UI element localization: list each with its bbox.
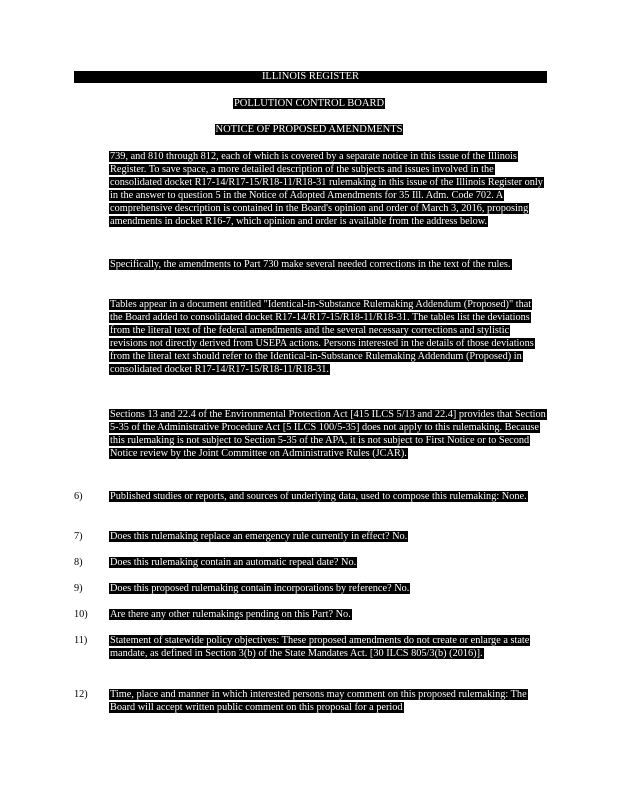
item-number: 12) [74, 689, 88, 700]
paragraph-specifically: Specifically, the amendments to Part 730 make several needed corrections in the text of the rules. [110, 259, 511, 270]
notice-title: NOTICE OF PROPOSED AMENDMENTS [215, 124, 403, 135]
item-number: 6) [74, 491, 83, 502]
item-text: Published studies or reports, and sources of underlying data, used to compose this rulemaking: None. [110, 491, 527, 502]
item-text: Statement of statewide policy objectives: These proposed amendments do not create or enlarge a state mandate, as defined in Section 3(b) of the State Mandates Act. [30 ILCS 805/3(b) (2016)]. [110, 635, 530, 659]
register-banner [74, 71, 547, 83]
item-text: Does this rulemaking contain an automatic repeal date? No. [110, 557, 357, 568]
item-number: 10) [74, 609, 88, 620]
item-number: 7) [74, 531, 83, 542]
item-number: 9) [74, 583, 83, 594]
item-text: Does this rulemaking replace an emergency rule currently in effect? No. [110, 531, 408, 542]
board-title: POLLUTION CONTROL BOARD [233, 98, 385, 109]
item-number: 8) [74, 557, 83, 568]
item-number: 11) [74, 635, 88, 646]
item-text: Are there any other rulemakings pending on this Part? No. [110, 609, 351, 620]
paragraph-tables: Tables appear in a document entitled "Identical-in-Substance Rulemaking Addendum (Proposed)" that the Board added to consolidated docket R17-14/R17-15/R18-11/R18-31. The tables list the deviations from the literal text of the federal amendments and the several necessary corrections and stylistic revisions not directly derived from USEPA actions. Persons interested in the details of those deviations from the literal text should refer to the Identical-in-Substance Rulemaking Addendum (Proposed) in consolidated docket R17-14/R17-15/R18-11/R18-31. [110, 299, 534, 375]
register-title: ILLINOIS REGISTER [261, 71, 360, 82]
paragraph-continuation: 739, and 810 through 812, each of which is covered by a separate notice in this issue of the Illinois Register. To save space, a more detailed description of the subjects and issues involved in the consolidated docket R17-14/R17-15/R18-11/R18-31 rulemaking in this issue of the Illinois Register only in the answer to question 5 in the Notice of Adopted Amendments for 35 Ill. Adm. Code 702. A comprehensive description is contained in the Board's opinion and order of March 3, 2016, proposing amendments in docket R16-7, which opinion and order is available from the address below. [110, 151, 543, 227]
item-text: Does this proposed rulemaking contain incorporations by reference? No. [110, 583, 410, 594]
paragraph-sections: Sections 13 and 22.4 of the Environmental Protection Act [415 ILCS 5/13 and 22.4] provides that Section 5-35 of the Administrative Procedure Act [5 ILCS 100/5-35] does not apply to this rulemaking. Because this rulemaking is not subject to Section 5-35 of the APA, it is not subject to First Notice or to Second Notice review by the Joint Committee on Administrative Rules (JCAR). [110, 409, 546, 459]
item-text: Time, place and manner in which interested persons may comment on this proposed rulemaking: The Board will accept written public comment on this proposal for a period [110, 689, 527, 713]
